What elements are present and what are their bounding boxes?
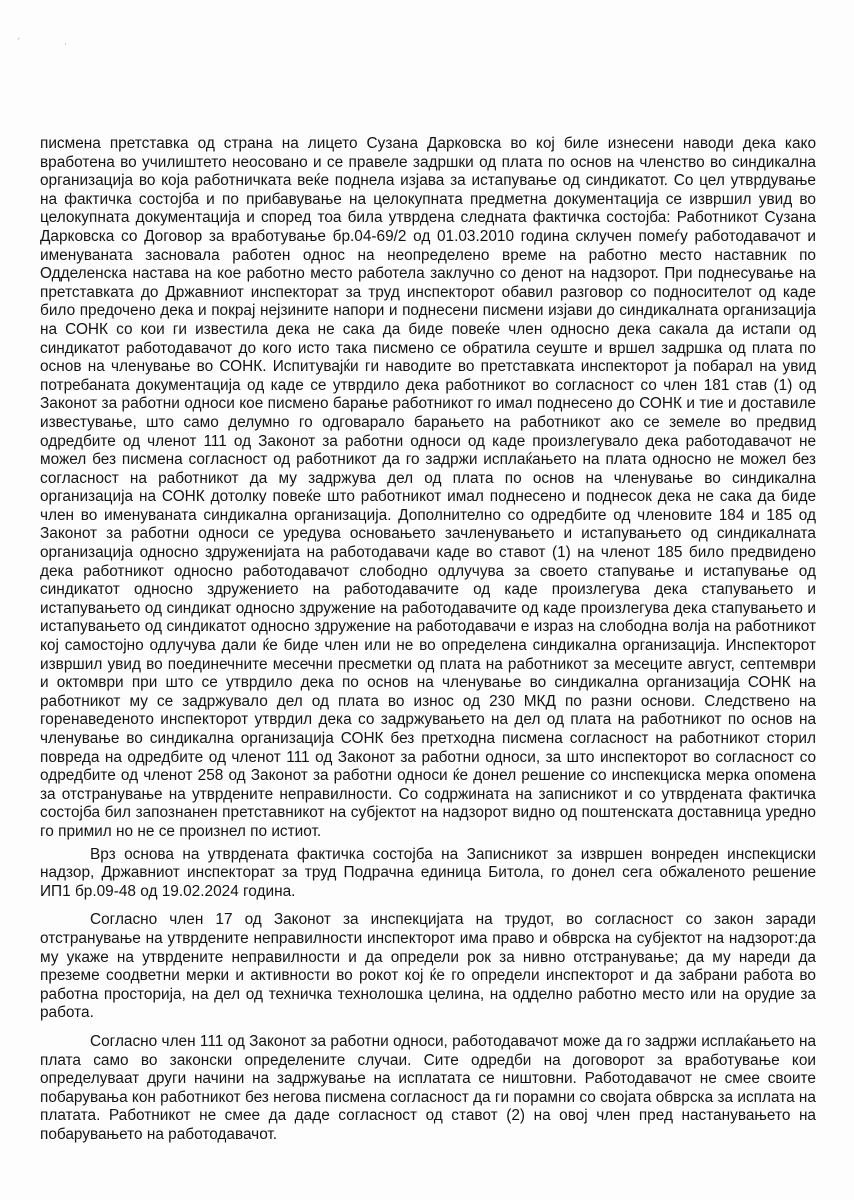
paragraph-findings: писмена претставка од страна на лицето Сузана Дарковска во кој биле изнесени наводи дека како вработена во училиштето неосовано и се правеле задршки од плата по основ на членство во синдикална организација во која работничката веќе поднела изјава за истапување од синдикатот. Со цел утврдување на фактичка состојба и по прибавување на целокупната предметна документација се извршил увид во целокупната документација и според тоа била утврдена следната фактичка состојба: Работникот Сузана Дарковска со Договор за вработување бр.04-69/2 од 01.03.2010 година склучен помеѓу работодавачот и именуваната засновала работен однос на неопределено време на работно место наставник по Одделенска настава на кое работно место работела заклучно со денот на надзорот. При поднесување на претставката до Државниот инспекторат за труд инспекторот обавил разговор со подносителот од каде било предочено дека и покрај нејзините напори и поднесени писмени изјави до синдикалната организација на СОНК со кои ги известила дека не сака да биде повеќе член односно дека сакала да истапи од синдикатот работодавачот до кого исто така писмено се обратила сеуште и вршел задршка од плата по основ на членување во СОНК. Испитувајќи ги наводите во претставката инспекторот ја побарал на увид потребаната документација од каде се утврдило дека работникот во согласност со член 181 став (1) од Законот за работни односи кое писмено барање работникот го имал поднесено до СОНК и тие и доставиле известување, што само делумно го одговарало барањето на работникот ако се земеле во предвид одредбите од членот 111 од Законот за работни односи од каде произлегувало дека работодавачот не можел без писмена согласност од работникот да го задржи исплаќањето на плата односно не можел без согласност на работникот да му задржува дел од плата по основ на членување во синдикална организација на СОНК дотолку повеќе што работникот имал поднесено и поднесок дека не сака да биде член во именуваната синдикална организација. Дополнително со одредбите од членовите 184 и 185 од Законот за работни односи се уредува основањето зачленувањето и истапувањето од синдикалната организација односно здружениjата на работодавачи каде во ставот (1) на членот 185 било предвидено дека работникот односно работодавачот слободно одлучува за своето стапување и истапување од синдикатот односно здружението на работодавачите од каде произлегува дека стапувањето и истапувањето од синдикат односно здружение на работодавачите од каде произлегува дека стапувањето и истапувањето од синдикатот односно здружение на работодавачи е израз на слободна волја на работникот кој самостојно одлучува дали ќе биде член или не во определена синдикална организација. Инспекторот извршил увид во поединечните месечни пресметки од плата на работникот за месеците август, септември и октомври при што се утврдило дека по основ на членување во синдикална организација СОНК на работникот му се задржувало дел од плата во износ од 230 МКД по разни основи. Следствено на горенаведеното инспекторот утврдил дека со задржувањето на дел од плата на работникот по основ на членување во синдикална организација СОНК без претходна писмена согласност на работникот сторил повреда на одредбите од членот 111 од Законот за работни односи, за што инспекторот во согласност со одредбите од членот 258 од Законот за работни односи ќе донел решение со инспекциска мерка опомена за отстранување на утврдените неправилности. Со содржината на записникот и со утврдената фактичка состојба бил запознанен претставникот на субјектот на надзорот видно од поштенската доставница уредно го примил но не се произнел по истиот. — [40, 135, 816, 840]
paragraph-decision-basis: Врз основа на утврдената фактичка состојба на Записникот за извршен вонреден инспекциски надзор, Државниот инспекторат за труд Подрачна единица Битола, го донел сега обжаленото решение ИП1 бр.09-48 од 19.02.2024 година. — [40, 845, 816, 900]
scan-speck: · — [64, 40, 67, 50]
document-body — [40, 135, 816, 1144]
scan-speck: ´ — [16, 38, 21, 48]
paragraph-article-111: Согласно член 111 од Законот за работни односи, работодавачот може да го задржи исплаќањето на плата само во законски определените случаи. Сите одредби на договорот за вработување кои определуваат други начини на задржување на исплатата се ништовни. Работодавачот не смее своите побарувања кон работникот без негова писмена согласност да ги порамни со својата обврска за исплата на платата. Работникот не смее да даде согласност од ставот (2) на овој член пред настанувањето на побарувањето на работодавачот. — [40, 1032, 816, 1143]
paragraph-article-17: Согласно член 17 од Законот за инспекцијата на трудот, во согласност со закон заради отстранување на утврдените неправилности инспекторот има право и обврска на субјектот на надзорот:да му укаже на утврдените неправилности и да определи рок за нивно отстранување; да му нареди да преземе соодветни мерки и активности во рокот кој ќе го определи инспекторот и да забрани работа во работна просторија, на дел од техничка технолошка целина, на одделно работно место или на орудие за работа. — [40, 911, 816, 1022]
